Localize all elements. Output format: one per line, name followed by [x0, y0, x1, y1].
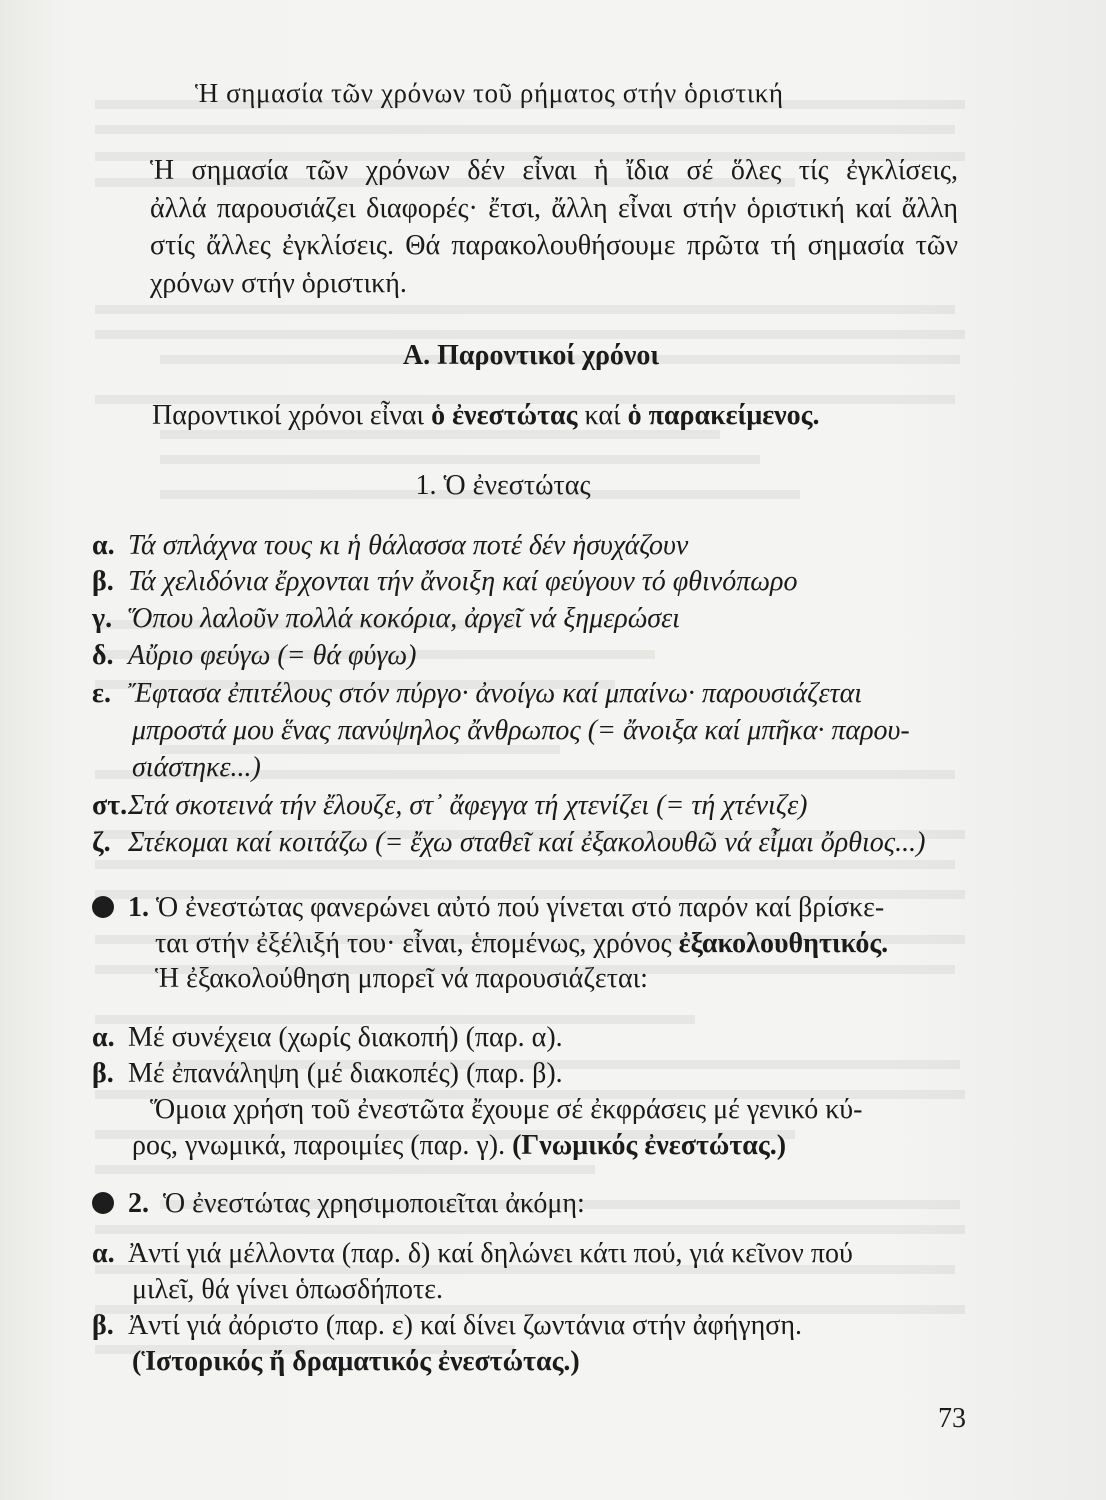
present-tenses-prefix: Παροντικοί χρόνοι εἶναι	[152, 400, 432, 431]
example-text: Τά σπλάχνα τους κι ἡ θάλασσα ποτέ δέν ἡσυχάζουν	[128, 530, 689, 561]
rule1-note-prefix: ρος, γνωμικά, παροιμίες (παρ. γ).	[132, 1130, 513, 1161]
rule1-line2	[155, 928, 888, 960]
rule1-note-line2	[132, 1130, 786, 1162]
rule1-term: ἐξακολουθητικός.	[678, 928, 889, 959]
example-text: Στέκομαι καί κοιτάζω (= ἔχω σταθεῖ καί ἐξακολουθῶ νά εἶμαι ὄρθιος...)	[128, 827, 926, 858]
rule2-line	[92, 1188, 585, 1220]
bullet-icon	[92, 1192, 114, 1214]
intro-paragraph	[150, 152, 958, 302]
intro-line: Ἡ σημασία τῶν χρόνων δέν εἶναι ἡ ἴδια σέ ὅλες τίς ἐγκλίσεις,	[150, 155, 958, 186]
example-label: γ.	[92, 603, 113, 634]
example-label: ε.	[92, 678, 111, 709]
rule1-text: Ὁ ἐνεστώτας φανερώνει αὐτό πού γίνεται στό παρόν καί βρίσκε-	[156, 892, 885, 923]
present-tenses-sentence	[152, 400, 820, 432]
item-label: β.	[92, 1310, 114, 1341]
rule2-text: Ὁ ἐνεστώτας χρησιμοποιεῖται ἀκόμη:	[163, 1188, 585, 1219]
example-c	[92, 603, 680, 635]
section-a-title: Α. Παροντικοί χρόνοι	[402, 340, 660, 371]
rule1-number: 1.	[128, 892, 149, 923]
item-label: α.	[92, 1022, 115, 1053]
subsection-title: 1. Ὁ ἐνεστώτας	[415, 470, 591, 501]
intro-line: στίς ἄλλες ἐγκλίσεις. Θά παρακολουθήσουμε πρῶτα τή σημασία τῶν	[150, 230, 958, 261]
example-label: ζ.	[92, 827, 111, 858]
intro-line: ἀλλά παρουσιάζει διαφορές· ἔτσι, ἄλλη εἶναι στήν ὁριστική καί ἄλλη	[150, 192, 958, 224]
intro-line: χρόνων στήν ὁριστική.	[150, 267, 407, 299]
item-text: Ἀντί γιά μέλλοντα (παρ. δ) καί δηλώνει κάτι πού, γιά κεῖνον πού	[128, 1238, 853, 1269]
item-text: Ἀντί γιά ἀόριστο (παρ. ε) καί δίνει ζωντάνια στήν ἀφήγηση.	[128, 1310, 803, 1341]
rule1-line2-prefix: ται στήν ἐξέλιξή του· εἶναι, ἑπομένως, χρόνος	[155, 928, 679, 959]
example-e-cont1: μπροστά μου ἕνας πανύψηλος ἄνθρωπος (= ἄνοιξα καί μπῆκα· παρου-	[132, 715, 910, 746]
example-e-cont2: σιάστηκε...)	[132, 752, 261, 783]
rule2-item-b	[92, 1310, 802, 1342]
rule1-line3: Ἡ ἐξακολούθηση μπορεῖ νά παρουσιάζεται:	[155, 963, 648, 994]
page-number: 73	[938, 1403, 966, 1434]
rule1-item-b	[92, 1058, 563, 1090]
rule2-item-b-term: (Ἱστορικός ἤ δραματικός ἐνεστώτας.)	[132, 1346, 580, 1377]
present-tenses-term1: ὁ ἐνεστώτας	[431, 400, 578, 431]
example-a	[92, 530, 688, 562]
example-text: Ἔφτασα ἐπιτέλους στόν πύργο· ἀνοίγω καί μπαίνω· παρουσιάζεται	[128, 678, 863, 709]
rule1-note-term: (Γνωμικός ἐνεστώτας.)	[512, 1130, 787, 1161]
example-text: Αὔριο φεύγω (= θά φύγω)	[128, 640, 417, 671]
rule2-number: 2.	[128, 1188, 149, 1219]
example-label: α.	[92, 530, 115, 561]
rule1-line1	[92, 892, 884, 924]
bullet-icon	[92, 896, 114, 918]
example-text: Ὅπου λαλοῦν πολλά κοκόρια, ἀργεῖ νά ξημερώσει	[128, 603, 680, 634]
example-label: δ.	[92, 640, 114, 671]
example-d	[92, 640, 417, 672]
example-st	[92, 790, 808, 822]
rule1-item-a	[92, 1022, 563, 1054]
rule2-item-a-cont: μιλεῖ, θά γίνει ὁπωσδήποτε.	[132, 1274, 443, 1305]
item-label: α.	[92, 1238, 115, 1269]
item-label: β.	[92, 1058, 114, 1089]
example-text: Στά σκοτεινά τήν ἔλουζε, στ᾽ ἄφεγγα τή χτενίζει (= τή χτένιζε)	[128, 790, 808, 821]
running-head: Ἡ σημασία τῶν χρόνων τοῦ ρήματος στήν ὁριστική	[195, 78, 784, 108]
example-text: Τά χελιδόνια ἔρχονται τήν ἄνοιξη καί φεύγουν τό φθινόπωρο	[128, 566, 798, 597]
example-z	[92, 827, 925, 859]
rule2-item-a	[92, 1238, 853, 1270]
example-label: στ.	[92, 790, 128, 821]
present-tenses-term2: ὁ παρακείμενος.	[627, 400, 820, 431]
example-b	[92, 566, 797, 598]
example-e	[92, 678, 862, 710]
example-label: β.	[92, 566, 114, 597]
item-text: Μέ ἐπανάληψη (μέ διακοπές) (παρ. β).	[128, 1058, 563, 1089]
present-tenses-middle: καί	[577, 400, 628, 431]
rule1-note-line1: Ὅμοια χρήση τοῦ ἐνεστῶτα ἔχουμε σέ ἐκφράσεις μέ γενικό κύ-	[150, 1094, 863, 1125]
item-text: Μέ συνέχεια (χωρίς διακοπή) (παρ. α).	[128, 1022, 563, 1053]
